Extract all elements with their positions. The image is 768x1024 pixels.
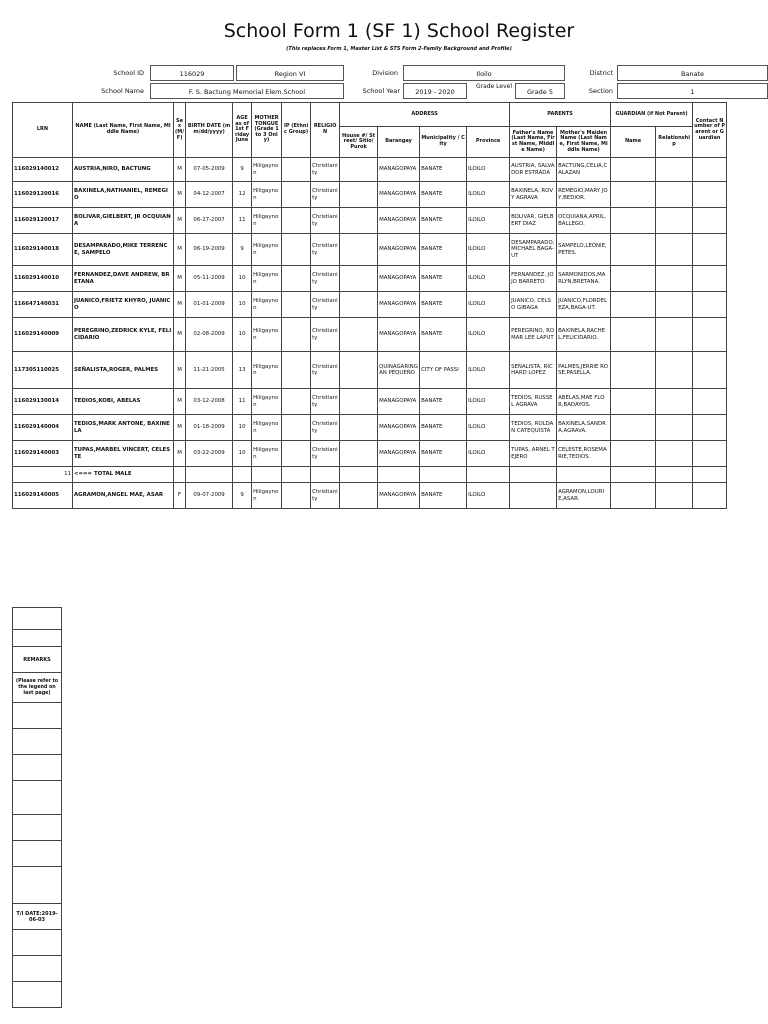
guardian-relationship-cell — [656, 389, 693, 415]
guardian-relationship-cell — [656, 292, 693, 318]
sex-cell: M — [174, 158, 186, 182]
mother-tongue-cell: Hiligaynon — [252, 389, 282, 415]
remarks-cell[interactable] — [13, 781, 62, 815]
mother-cell: OCQUIANA,APRIL,BALLEGO. — [557, 208, 611, 234]
municipality-cell: CITY OF PASSI — [420, 352, 467, 389]
name-cell: PEREGRINO,ZEDRICK KYLE, FELICIDARIO — [73, 318, 174, 352]
remarks-cell[interactable] — [13, 755, 62, 781]
header-address: ADDRESS — [340, 103, 510, 127]
birth-cell: 02-08-2009 — [186, 318, 233, 352]
age-cell: 10 — [233, 266, 252, 292]
sex-cell: M — [174, 266, 186, 292]
grade-level-label: Grade Level — [475, 83, 512, 90]
religion-cell: Christianity — [311, 158, 340, 182]
father-cell: BAXINELA, ROVY AGRAVA — [510, 182, 557, 208]
age-cell: 10 — [233, 415, 252, 441]
religion-cell: Christianity — [311, 352, 340, 389]
mother-tongue-cell: Hiligaynon — [252, 266, 282, 292]
name-cell: BOLIVAR,GIELBERT, JR OCQUIANA — [73, 208, 174, 234]
remarks-cell[interactable] — [13, 956, 62, 982]
contact-cell — [693, 415, 727, 441]
age-cell: 9 — [233, 483, 252, 509]
sex-cell: M — [174, 352, 186, 389]
mother-tongue-cell: Hiligaynon — [252, 234, 282, 266]
ip-cell — [282, 158, 311, 182]
mother-cell: BACTUNG,CELIA,CALAZAN — [557, 158, 611, 182]
total-male-count: 11 — [13, 467, 73, 483]
municipality-cell: BANATE — [420, 389, 467, 415]
barangay-cell: MANAGOPAYA — [378, 208, 420, 234]
guardian-name-cell — [611, 234, 656, 266]
school-id-field[interactable]: 116029 — [150, 65, 234, 81]
district-label: District — [589, 69, 613, 77]
header-mother-tongue: MOTHER TONGUE (Grade 1 to 3 Only) — [252, 103, 282, 158]
province-cell: ILOILO — [467, 389, 510, 415]
barangay-cell: MANAGOPAYA — [378, 415, 420, 441]
barangay-cell: MANAGOPAYA — [378, 441, 420, 467]
name-cell: AUSTRIA,NIRO, BACTUNG — [73, 158, 174, 182]
birth-cell: 05-11-2009 — [186, 266, 233, 292]
province-cell: ILOILO — [467, 158, 510, 182]
municipality-cell: BANATE — [420, 234, 467, 266]
province-cell: ILOILO — [467, 318, 510, 352]
father-cell: BOLIVAR, GIELBERT DIAZ — [510, 208, 557, 234]
province-cell: ILOILO — [467, 208, 510, 234]
mother-cell: SAMPELO,LEONIE,PETES. — [557, 234, 611, 266]
lrn-cell: 116029140003 — [13, 441, 73, 467]
form-title: School Form 1 (SF 1) School Register — [223, 20, 575, 42]
school-name-field[interactable]: F. S. Bactung Memorial Elem.School — [150, 83, 344, 99]
father-cell: FERNANDEZ, JOJO BARRETO — [510, 266, 557, 292]
lrn-cell: 117305110025 — [13, 352, 73, 389]
age-cell: 9 — [233, 234, 252, 266]
lrn-cell: 116029120017 — [13, 208, 73, 234]
header-age: AGE as of 1st Friday June — [233, 103, 252, 158]
remarks-cell[interactable] — [13, 930, 62, 956]
mother-cell: BAXINELA,SANDRA,AGRAVA. — [557, 415, 611, 441]
header-father: Father's Name (Last Name, First Name, Middle Name) — [510, 127, 557, 158]
house-cell — [340, 483, 378, 509]
sex-cell: M — [174, 182, 186, 208]
province-cell: ILOILO — [467, 441, 510, 467]
remarks-cell[interactable] — [13, 841, 62, 867]
birth-cell: 01-18-2009 — [186, 415, 233, 441]
table-row[interactable] — [13, 266, 727, 292]
guardian-name-cell — [611, 352, 656, 389]
name-cell: TEDIOS,KOBI, ABELAS — [73, 389, 174, 415]
table-row[interactable] — [13, 234, 727, 266]
mother-tongue-cell: Hiligaynon — [252, 415, 282, 441]
guardian-relationship-cell — [656, 441, 693, 467]
age-cell: 13 — [233, 352, 252, 389]
house-cell — [340, 158, 378, 182]
region-field[interactable]: Region VI — [236, 65, 344, 81]
age-cell: 11 — [233, 389, 252, 415]
sex-cell: M — [174, 389, 186, 415]
birth-cell: 11-21-2005 — [186, 352, 233, 389]
header-sex: Sex (M/F) — [174, 103, 186, 158]
ip-cell — [282, 318, 311, 352]
barangay-cell: MANAGOPAYA — [378, 483, 420, 509]
remarks-cell[interactable] — [13, 729, 62, 755]
religion-cell: Christianity — [311, 266, 340, 292]
mother-cell: SARMONIDOS,MARLYN,BRETANA. — [557, 266, 611, 292]
birth-cell: 01-01-2009 — [186, 292, 233, 318]
sex-cell: M — [174, 318, 186, 352]
barangay-cell: MANAGOPAYA — [378, 266, 420, 292]
name-cell: DESAMPARADO,MIKE TERRENCE, SAMPELO — [73, 234, 174, 266]
house-cell — [340, 389, 378, 415]
house-cell — [340, 415, 378, 441]
house-cell — [340, 292, 378, 318]
guardian-name-cell — [611, 158, 656, 182]
province-cell: ILOILO — [467, 266, 510, 292]
header-province: Province — [467, 127, 510, 158]
guardian-relationship-cell — [656, 234, 693, 266]
lrn-cell: 116029130014 — [13, 389, 73, 415]
school-name-label: School Name — [101, 87, 144, 95]
ip-cell — [282, 389, 311, 415]
contact-cell — [693, 208, 727, 234]
father-cell: AUSTRIA, SALVADOR ESTRADA — [510, 158, 557, 182]
municipality-cell: BANATE — [420, 318, 467, 352]
municipality-cell: BANATE — [420, 266, 467, 292]
header-house: House #/ Street/ Sitio/ Purok — [340, 127, 378, 158]
religion-cell: Christianity — [311, 182, 340, 208]
ip-cell — [282, 415, 311, 441]
table-row[interactable] — [13, 158, 727, 182]
ip-cell — [282, 182, 311, 208]
age-cell: 9 — [233, 158, 252, 182]
house-cell — [340, 318, 378, 352]
header-birth-date: BIRTH DATE (mm/dd/yyyy) — [186, 103, 233, 158]
house-cell — [340, 352, 378, 389]
father-cell — [510, 483, 557, 509]
municipality-cell: BANATE — [420, 441, 467, 467]
ip-cell — [282, 266, 311, 292]
header-municipality: Municipality / City — [420, 127, 467, 158]
birth-cell: 03-22-2009 — [186, 441, 233, 467]
table-row[interactable] — [13, 208, 727, 234]
guardian-relationship-cell — [656, 208, 693, 234]
lrn-cell: 116647140031 — [13, 292, 73, 318]
remarks-cell[interactable] — [13, 815, 62, 841]
division-field[interactable]: Iloilo — [403, 65, 565, 81]
table-row[interactable] — [13, 389, 727, 415]
religion-cell: Christianity — [311, 318, 340, 352]
table-row[interactable] — [13, 292, 727, 318]
remarks-entry[interactable]: T/I DATE:2019-06-03 — [13, 904, 62, 930]
mother-cell: PALMES,JERRIE ROSE,PASELLA. — [557, 352, 611, 389]
lrn-cell: 116029140004 — [13, 415, 73, 441]
mother-cell: REMEGIO,MARY JOY,BEDIOR. — [557, 182, 611, 208]
sex-cell: F — [174, 483, 186, 509]
school-year-field[interactable]: 2019 - 2020 — [403, 83, 467, 99]
municipality-cell: BANATE — [420, 182, 467, 208]
birth-cell: 03-12-2008 — [186, 389, 233, 415]
father-cell: PEREGRINO, ROMAR LEE LAPUT — [510, 318, 557, 352]
province-cell: ILOILO — [467, 352, 510, 389]
guardian-relationship-cell — [656, 318, 693, 352]
table-row[interactable] — [13, 441, 727, 467]
lrn-cell: 116029140018 — [13, 234, 73, 266]
remarks-column — [12, 607, 62, 1008]
header-parents: PARENTS — [510, 103, 611, 127]
age-cell: 10 — [233, 318, 252, 352]
municipality-cell: BANATE — [420, 208, 467, 234]
father-cell: JUANICO, CELSO GIBAGA — [510, 292, 557, 318]
school-id-label: School ID — [113, 69, 144, 77]
header-barangay: Barangay — [378, 127, 420, 158]
contact-cell — [693, 389, 727, 415]
lrn-cell: 116029140012 — [13, 158, 73, 182]
mother-tongue-cell: Hiligaynon — [252, 441, 282, 467]
mother-tongue-cell: Hiligaynon — [252, 352, 282, 389]
table-row[interactable] — [13, 182, 727, 208]
ip-cell — [282, 441, 311, 467]
section-field[interactable]: 1 — [617, 83, 768, 99]
religion-cell: Christianity — [311, 234, 340, 266]
grade-level-field[interactable]: Grade 5 — [515, 83, 565, 99]
province-cell: ILOILO — [467, 292, 510, 318]
ip-cell — [282, 292, 311, 318]
mother-cell: ABELAS,MAE FLOR,BADAYOS. — [557, 389, 611, 415]
age-cell: 11 — [233, 208, 252, 234]
header-lrn: LRN — [13, 103, 73, 158]
province-cell: ILOILO — [467, 415, 510, 441]
header-guardian-relationship: Relationship — [656, 127, 693, 158]
municipality-cell: BANATE — [420, 415, 467, 441]
remarks-cell[interactable] — [13, 703, 62, 729]
name-cell: TUPAS,MARBEL VINCERT, CELESTE — [73, 441, 174, 467]
guardian-name-cell — [611, 415, 656, 441]
barangay-cell: MANAGOPAYA — [378, 389, 420, 415]
birth-cell: 06-19-2009 — [186, 234, 233, 266]
remarks-cell[interactable] — [13, 982, 62, 1008]
house-cell — [340, 234, 378, 266]
sex-cell: M — [174, 234, 186, 266]
father-cell: SEÑALISTA, RICHARD LOPEZ — [510, 352, 557, 389]
father-cell: DESAMPARADO, MICHAEL BAGA-UT — [510, 234, 557, 266]
guardian-name-cell — [611, 182, 656, 208]
contact-cell — [693, 292, 727, 318]
table-row[interactable] — [13, 352, 727, 389]
house-cell — [340, 182, 378, 208]
guardian-relationship-cell — [656, 415, 693, 441]
sex-cell: M — [174, 441, 186, 467]
mother-tongue-cell: Hiligaynon — [252, 318, 282, 352]
lrn-cell: 116029140005 — [13, 483, 73, 509]
table-row[interactable] — [13, 415, 727, 441]
contact-cell — [693, 182, 727, 208]
mother-tongue-cell: Hiligaynon — [252, 182, 282, 208]
remarks-note: (Please refer to the legend on last page) — [13, 673, 62, 703]
sex-cell: M — [174, 208, 186, 234]
remarks-cell[interactable] — [13, 867, 62, 904]
contact-cell — [693, 234, 727, 266]
ip-cell — [282, 234, 311, 266]
barangay-cell: MANAGOPAYA — [378, 318, 420, 352]
barangay-cell: QUINAGARINGAN PEQUEÑO — [378, 352, 420, 389]
total-male-row — [13, 467, 727, 483]
father-cell: TEDIOS, RUSSEL AGRAVA — [510, 389, 557, 415]
name-cell: SEÑALISTA,ROGER, PALMES — [73, 352, 174, 389]
birth-cell: 07-05-2009 — [186, 158, 233, 182]
lrn-cell: 116029140009 — [13, 318, 73, 352]
father-cell: TUPAS, ARNEL TEJERO — [510, 441, 557, 467]
guardian-relationship-cell — [656, 483, 693, 509]
header-name: NAME (Last Name, First Name, Middle Name) — [73, 103, 174, 158]
section-label: Section — [588, 87, 613, 95]
house-cell — [340, 208, 378, 234]
table-row[interactable] — [13, 483, 727, 509]
header-mother: Mother's Maiden Name (Last Name, First Name, Middle Name) — [557, 127, 611, 158]
house-cell — [340, 441, 378, 467]
mother-cell: CELESTE,ROSEMARIE,TEDIOS. — [557, 441, 611, 467]
age-cell: 12 — [233, 182, 252, 208]
form-subtitle: (This replaces Form 1, Master List & STS Form 2-Family Background and Profile) — [286, 46, 512, 52]
name-cell: TEDIOS,MARK ANTONE, BAXINELA — [73, 415, 174, 441]
mother-cell: AGRAMON,LOURIE,ASAR. — [557, 483, 611, 509]
header-guardian: GUARDIAN (if Not Parent) — [611, 103, 693, 127]
ip-cell — [282, 352, 311, 389]
ip-cell — [282, 208, 311, 234]
religion-cell: Christianity — [311, 292, 340, 318]
total-male-label: <=== TOTAL MALE — [73, 467, 174, 483]
province-cell: ILOILO — [467, 182, 510, 208]
guardian-name-cell — [611, 483, 656, 509]
religion-cell: Christianity — [311, 441, 340, 467]
guardian-name-cell — [611, 318, 656, 352]
contact-cell — [693, 441, 727, 467]
barangay-cell: MANAGOPAYA — [378, 158, 420, 182]
division-label: Division — [372, 69, 398, 77]
school-year-label: School Year — [362, 87, 400, 95]
mother-tongue-cell: Hiligaynon — [252, 292, 282, 318]
name-cell: AGRAMON,ANGEL MAE, ASAR — [73, 483, 174, 509]
guardian-name-cell — [611, 389, 656, 415]
table-row[interactable] — [13, 318, 727, 352]
contact-cell — [693, 483, 727, 509]
guardian-relationship-cell — [656, 352, 693, 389]
header-guardian-name: Name — [611, 127, 656, 158]
name-cell: FERNANDEZ,DAVE ANDREW, BRETANA — [73, 266, 174, 292]
lrn-cell: 116029120016 — [13, 182, 73, 208]
birth-cell: 06-27-2007 — [186, 208, 233, 234]
register-table — [12, 102, 727, 509]
province-cell: ILOILO — [467, 234, 510, 266]
barangay-cell: MANAGOPAYA — [378, 234, 420, 266]
header-contact: Contact Number of Parent or Guardian — [693, 103, 727, 158]
mother-tongue-cell: Hiligaynon — [252, 483, 282, 509]
religion-cell: Christianity — [311, 389, 340, 415]
guardian-relationship-cell — [656, 158, 693, 182]
contact-cell — [693, 266, 727, 292]
municipality-cell: BANATE — [420, 292, 467, 318]
age-cell: 10 — [233, 441, 252, 467]
mother-cell: JUANICO,FLORDELEZA,BAGA-UT. — [557, 292, 611, 318]
barangay-cell: MANAGOPAYA — [378, 182, 420, 208]
religion-cell: Christianity — [311, 415, 340, 441]
guardian-relationship-cell — [656, 182, 693, 208]
remarks-label: REMARKS — [13, 647, 62, 673]
guardian-name-cell — [611, 292, 656, 318]
name-cell: BAXINELA,NATHANIEL, REMEGIO — [73, 182, 174, 208]
header-ip: IP (Ethnic Group) — [282, 103, 311, 158]
ip-cell — [282, 483, 311, 509]
guardian-name-cell — [611, 266, 656, 292]
municipality-cell: BANATE — [420, 483, 467, 509]
guardian-name-cell — [611, 208, 656, 234]
municipality-cell: BANATE — [420, 158, 467, 182]
sex-cell: M — [174, 292, 186, 318]
name-cell: JUANICO,FRIETZ KHYRO, JUANICO — [73, 292, 174, 318]
district-field[interactable]: Banate — [617, 65, 768, 81]
lrn-cell: 116029140010 — [13, 266, 73, 292]
header-religion: RELIGION — [311, 103, 340, 158]
religion-cell: Christianity — [311, 483, 340, 509]
contact-cell — [693, 352, 727, 389]
mother-tongue-cell: Hiligaynon — [252, 158, 282, 182]
contact-cell — [693, 318, 727, 352]
guardian-name-cell — [611, 441, 656, 467]
contact-cell — [693, 158, 727, 182]
sex-cell: M — [174, 415, 186, 441]
house-cell — [340, 266, 378, 292]
father-cell: TEDIOS, ROLDAN CATEQUISTA — [510, 415, 557, 441]
birth-cell: 04-12-2007 — [186, 182, 233, 208]
birth-cell: 09-07-2009 — [186, 483, 233, 509]
mother-cell: BAXINELA,RACHEL,FELICIDARIO. — [557, 318, 611, 352]
mother-tongue-cell: Hiligaynon — [252, 208, 282, 234]
province-cell: ILOILO — [467, 483, 510, 509]
barangay-cell: MANAGOPAYA — [378, 292, 420, 318]
age-cell: 10 — [233, 292, 252, 318]
guardian-relationship-cell — [656, 266, 693, 292]
religion-cell: Christianity — [311, 208, 340, 234]
